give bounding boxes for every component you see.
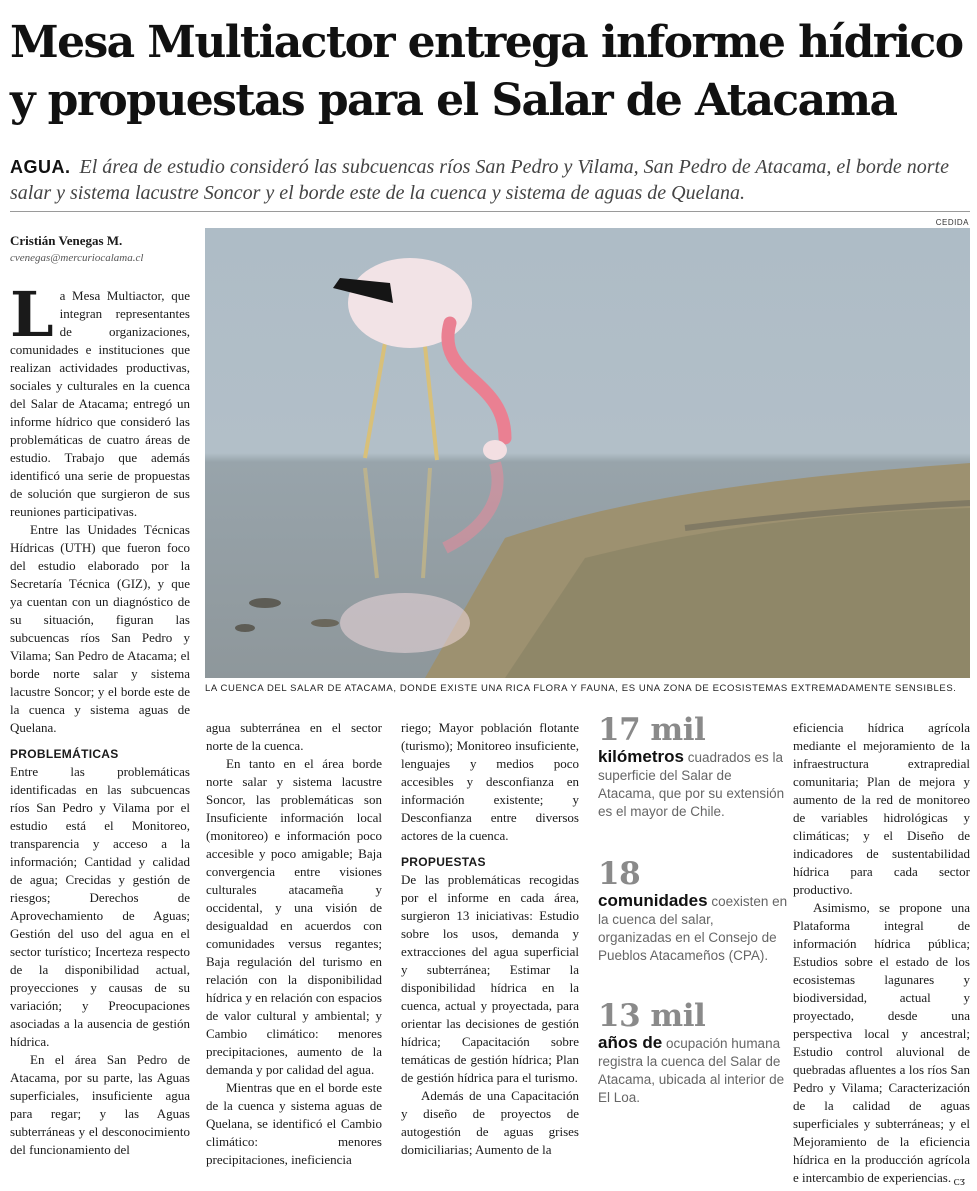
headline-line-1: Mesa Multiactor entrega informe hídrico bbox=[10, 17, 963, 68]
body-paragraph: eficiencia hídrica agrícola mediante el mejoramiento de la infraestructura extrapredial comunitaria; Plan de mejora y aumento de la red de monitoreo de variables hidrológicas y climáticas; y el Diseño de indicadores de sustentabilidad hídrica para cada sector productivo. bbox=[793, 720, 970, 897]
flamingo-photo bbox=[205, 228, 970, 678]
byline bbox=[10, 232, 200, 266]
stat-number: 18 bbox=[598, 856, 641, 892]
body-paragraph: En el área San Pedro de Atacama, por su parte, las Aguas superficiales, insuficiente agua para regar; y las Aguas subterráneas y el desconocimiento del funcionamiento del bbox=[10, 1052, 190, 1157]
section-heading-problematicas: PROBLEMÁTICAS bbox=[10, 747, 119, 761]
section-heading-propuestas: PROPUESTAS bbox=[401, 855, 486, 869]
body-paragraph: Entre las problemáticas identificadas en las subcuencas ríos San Pedro y Vilama por el estudio está el Monitoreo, transparencia y acceso a la información; Cantidad y calidad de agua; Crecidas y gestión de riesgos; Derechos de Aprovechamiento de Aguas; Gestión del uso del agua en el sector turístico; Incerteza respecto de la disponibilidad actual, proyecciones y causas de su variación; y Preocupaciones asociadas a la ausencia de gestión hídrica. bbox=[10, 764, 190, 1049]
stat-box-years bbox=[598, 998, 788, 1107]
author-email[interactable]: cvenegas@mercuriocalama.cl bbox=[10, 252, 144, 264]
body-paragraph: De las problemáticas recogidas por el informe en cada área, surgieron 13 iniciativas: Estudio sobre los usos, demanda y extracciones del agua superficial y subterránea; Estimar la disponibilidad hídrica en la cuenca, actual y proyectada, para orientar las decisiones de gestión hídrica; Capacitación sobre temáticas de gestión hídrica; Plan de gestión hídrica para el turismo. bbox=[401, 872, 579, 1085]
photo-credit: CEDIDA bbox=[935, 218, 969, 227]
end-mark: ᴄᴣ bbox=[953, 1173, 965, 1188]
headline-line-2: y propuestas para el Salar de Atacama bbox=[10, 75, 897, 126]
body-paragraph: Mientras que en el borde este de la cuenca y sistema aguas de Quelana, se identificó el Cambio climático: menores precipitaciones, ineficiencia bbox=[206, 1080, 382, 1167]
body-paragraph: En tanto en el área borde norte salar y sistema lacustre Soncor, las problemáticas son Insuficiente información local (monitoreo) e información poco accesible y poco amigable; Baja convergencia entre visiones culturales atacameña y occidental, y una visión de desigualdad en acuerdos con comunidades versus regantes; Baja regulación del turismo en relación con la disponibilidad hídrica y en relación con espacios de valor cultural y ambiental; y Cambio climático: menores precipitaciones, aumento de la demanda y por calidad del agua. bbox=[206, 756, 382, 1077]
stat-text: comunidades coexisten en la cuenca del salar, organizadas en el Consejo de Pueblos Atacameños (CPA). bbox=[598, 891, 788, 963]
author-name: Cristián Venegas M. bbox=[10, 233, 123, 248]
intro-paragraph: La Mesa Multiactor, que integran representantes de organizaciones, comunidades e instituciones que realizan actividades productivas, sociales y culturales en la cuenca del Salar de Atacama; entregó un informe hídrico que consideró las problemáticas de cuatro áreas de estudio. Trabajo que además identificó una serie de propuestas de solución que surgieron de sus reuniones participativas. bbox=[10, 278, 190, 519]
photo-caption: LA CUENCA DEL SALAR DE ATACAMA, DONDE EXISTE UNA RICA FLORA Y FAUNA, ES UNA ZONA DE ECOSISTEMAS EXTREMADAMENTE SENSIBLES. bbox=[205, 683, 957, 694]
stat-box-communities bbox=[598, 856, 788, 965]
article-column-3 bbox=[401, 719, 579, 1159]
body-paragraph: agua subterránea en el sector norte de la cuenca. bbox=[206, 720, 382, 753]
stat-number: 17 mil bbox=[598, 712, 706, 748]
headline bbox=[10, 14, 970, 130]
drop-cap: L bbox=[10, 278, 54, 351]
deck-text: El área de estudio consideró las subcuencas ríos San Pedro y Vilama, San Pedro de Atacama, el borde norte salar y sistema lacustre Soncor y el borde este de la cuenca y sistema de aguas de Quelana. bbox=[10, 156, 949, 204]
article-column-5 bbox=[793, 719, 970, 1187]
body-paragraph: riego; Mayor población flotante (turismo); Monitoreo insuficiente, lenguajes y medios poco accesibles y desconfianza en información existente; y Desconfianza entre diversos actores de la cuenca. bbox=[401, 720, 579, 843]
body-paragraph: Asimismo, se propone una Plataforma integral de información hídrica pública; Estudios sobre el estado de los ecosistemas lagunares y biodiversidad, actual y proyectado, desde una perspectiva local y ancestral; Estudio control aluvional de quebradas afluentes a los ríos San Pedro y Vilama; Caracterización de la calidad de aguas superficiales y subterráneas; y el Mejoramiento de la eficiencia hídrica en la producción agrícola e intercambio de experiencias. bbox=[793, 900, 970, 1185]
stat-number: 13 mil bbox=[598, 998, 706, 1034]
article-column-1 bbox=[10, 278, 190, 1159]
deck bbox=[10, 154, 970, 206]
deck-kicker: AGUA. bbox=[10, 157, 71, 177]
body-paragraph: Además de una Capacitación y diseño de proyectos de autogestión de aguas grises domiciliarias; Aumento de la bbox=[401, 1088, 579, 1157]
stat-text: años de ocupación humana registra la cuenca del Salar de Atacama, ubicada al interior de El Loa. bbox=[598, 1033, 785, 1105]
flamingo-illustration bbox=[205, 228, 970, 678]
body-paragraph: Entre las Unidades Técnicas Hídricas (UTH) que fueron foco del estudio elaborado por la Secretaría Técnica (GIZ), y que ya cuentan con un diagnóstico de su situación, figuran las subcuencas ríos San Pedro y Vilama; San Pedro de Atacama; el borde norte salar y sistema lacustre Soncor; y el borde este de la cuenca y sistema aguas de Quelana. bbox=[10, 522, 190, 735]
stat-box-area bbox=[598, 712, 788, 821]
article-column-2 bbox=[206, 719, 382, 1169]
deck-divider bbox=[10, 211, 970, 212]
stat-text: kilómetros cuadrados es la superficie del Salar de Atacama, que por su extensión es el mayor de Chile. bbox=[598, 747, 785, 819]
